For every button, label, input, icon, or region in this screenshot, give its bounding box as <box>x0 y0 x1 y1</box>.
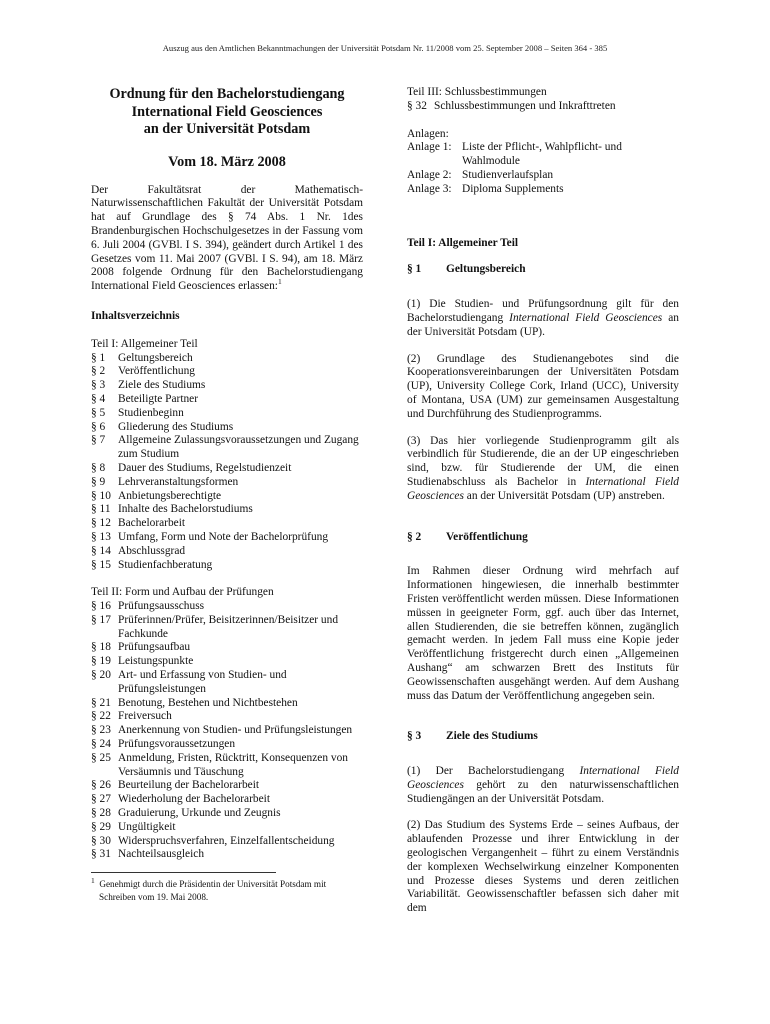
toc-entry-number: § 19 <box>91 655 111 668</box>
toc-entry-number: § 32 <box>407 99 427 112</box>
toc-entry-title: Prüferinnen/Prüfer, Beisitzerinnen/Beisitzer und Fachkunde <box>118 613 339 640</box>
toc-entry-number: § 1 <box>91 351 106 364</box>
toc-entry-number: § 23 <box>91 724 111 737</box>
section-1-paragraph-3 <box>407 435 679 504</box>
toc-entry-number: § 18 <box>91 641 111 654</box>
s3-p1-text-b: gehört zu den naturwissenschaftlichen Studiengängen an der Universität Potsdam. <box>407 778 679 805</box>
section-3-title: Ziele des Studiums <box>446 730 538 743</box>
toc-entry-number: § 31 <box>91 848 111 861</box>
left-column <box>91 86 363 903</box>
toc-entry <box>91 821 363 835</box>
toc-entry-number: § 30 <box>91 834 111 847</box>
toc-entry-title: Leistungspunkte <box>118 655 194 668</box>
toc-entry <box>91 476 363 490</box>
part1-heading: Teil I: Allgemeiner Teil <box>407 236 519 249</box>
toc-entry-number: § 4 <box>91 392 106 405</box>
annex-label: Anlage 2: <box>407 168 452 181</box>
s1-p1-text-b: an der Universität Potsdam (UP). <box>407 311 679 338</box>
s1-p1-text-a: (1) Die Studien- und Prüfungsordnung gilt für den Bachelorstudiengang <box>407 298 679 324</box>
annex-label: Anlage 3: <box>407 182 452 195</box>
toc-entry <box>91 641 363 655</box>
toc-entry <box>91 421 363 435</box>
toc-entry-number: § 26 <box>91 779 111 792</box>
toc-entry-title: Freiversuch <box>118 710 172 723</box>
annex-entry <box>407 169 679 183</box>
toc-entry-title: Lehrveranstaltungsformen <box>118 475 239 488</box>
s1-p1-program-name: International Field Geosciences <box>509 311 663 324</box>
toc-entry-number: § 25 <box>91 751 111 764</box>
section-3-heading <box>407 730 679 744</box>
toc-entry-title: Prüfungsaufbau <box>118 641 191 654</box>
toc-entry-number: § 16 <box>91 600 111 613</box>
toc-entry-title: Anerkennung von Studien- und Prüfungsleistungen <box>118 724 353 737</box>
s1-p3-text-a: (3) Das hier vorliegende Studienprogramm gilt als verbindlich für Studierende, die an der UP eingeschrieben sind, bzw. für Studierende der UM, die einen Studienabschluss als Bachelor in <box>407 434 679 488</box>
toc-entry <box>91 531 363 545</box>
toc-entry-number: § 10 <box>91 489 111 502</box>
toc-entry-number: § 9 <box>91 475 106 488</box>
s1-p3-text-b: an der Universität Potsdam (UP) anstreben. <box>463 489 665 502</box>
toc-entry <box>91 600 363 614</box>
toc-entry-number: § 5 <box>91 406 106 419</box>
toc-entry-title: Studienbeginn <box>118 406 184 419</box>
toc-entry-title: Benotung, Bestehen und Nichtbestehen <box>118 696 298 709</box>
toc-entry-title: Inhalte des Bachelorstudiums <box>118 503 253 516</box>
annex-entry <box>407 183 679 197</box>
footnote <box>91 878 363 903</box>
section-1-title: Geltungsbereich <box>446 263 526 276</box>
toc-entry-title: Prüfungsausschuss <box>118 600 205 613</box>
toc-entry-number: § 3 <box>91 379 106 392</box>
right-column <box>407 86 679 916</box>
toc-entry <box>91 655 363 669</box>
section-2-heading <box>407 531 679 545</box>
toc-entry <box>407 100 679 114</box>
section-1-paragraph-1 <box>407 298 679 339</box>
toc-entry-number: § 6 <box>91 420 106 433</box>
toc-entry-number: § 15 <box>91 558 111 571</box>
toc-entry-title: Anbietungsberechtigte <box>118 489 222 502</box>
toc-part1-list <box>91 352 363 573</box>
s3-p1-text-a: (1) Der Bachelorstudiengang <box>407 765 580 778</box>
toc-part2-list <box>91 600 363 862</box>
section-1-number: § 1 <box>407 263 422 276</box>
toc-entry-title: Beurteilung der Bachelorarbeit <box>118 779 260 792</box>
toc-entry <box>91 669 363 697</box>
document-date: Vom 18. März 2008 <box>168 153 286 170</box>
toc-entry-title: Nachteilsausgleich <box>118 848 205 861</box>
toc-entry <box>91 462 363 476</box>
toc-entry-number: § 17 <box>91 613 111 626</box>
section-3-paragraph-2: (2) Das Studium des Systems Erde – seines Aufbaus, der ablaufenden Prozesse und ihrer Entwicklung in der geologischen Vergangenheit – führt zu einem Verständnis der komplexen Wechselwirkung einzelner Komponenten und Prozesse dieses Systems und deren zeitlichen Variabilität. Geowissenschaftler befassen sich daher mit dem <box>407 819 679 915</box>
running-header: Auszug aus den Amtlichen Bekanntmachungen der Universität Potsdam Nr. 11/2008 vom 25. September 2008 – Seiten 364 - 385 <box>162 43 608 53</box>
toc-entry <box>91 545 363 559</box>
toc-entry <box>91 517 363 531</box>
toc-entry <box>91 697 363 711</box>
toc-entry-title: Veröffentlichung <box>118 365 195 378</box>
toc-entry-number: § 2 <box>91 365 106 378</box>
toc-entry <box>91 779 363 793</box>
toc-entry <box>91 807 363 821</box>
toc-entry <box>91 434 363 462</box>
toc-entry <box>91 614 363 642</box>
section-3-number: § 3 <box>407 730 422 743</box>
toc-entry-number: § 29 <box>91 820 111 833</box>
title-line-2: International Field Geosciences <box>131 103 323 120</box>
toc-entry-number: § 8 <box>91 461 106 474</box>
section-1-paragraph-2: (2) Grundlage des Studienangebotes sind die Kooperationsvereinbarungen der Universitäten Potsdam (UP), University College Cork, Irland (UCC), University of Montana, USA (UM) zur gemeinsamen Ausgestaltung und Durchführung des Studienprogramms. <box>407 352 679 420</box>
toc-entry-number: § 13 <box>91 530 111 543</box>
toc-entry <box>91 379 363 393</box>
toc-entry <box>91 559 363 573</box>
section-2-number: § 2 <box>407 530 422 543</box>
toc-entry-title: Anmeldung, Fristen, Rücktritt, Konsequenzen von Versäumnis und Täuschung <box>118 751 348 778</box>
annex-title: Liste der Pflicht-, Wahlpflicht- und Wahlmodule <box>462 141 622 168</box>
toc-entry-number: § 12 <box>91 517 111 530</box>
toc-part3-list <box>407 100 679 114</box>
toc-entry <box>91 365 363 379</box>
toc-entry-number: § 24 <box>91 738 111 751</box>
toc-part1-title: Teil I: Allgemeiner Teil <box>91 337 198 350</box>
annex-heading: Anlagen: <box>407 127 449 140</box>
toc-entry-title: Gliederung des Studiums <box>118 420 234 433</box>
section-1-heading <box>407 263 679 277</box>
toc-entry <box>91 352 363 366</box>
toc-entry-title: Ungültigkeit <box>118 820 176 833</box>
title-line-3: an der Universität Potsdam <box>143 121 311 138</box>
toc-entry <box>91 393 363 407</box>
toc-entry-number: § 27 <box>91 793 111 806</box>
annex-entry <box>407 141 679 169</box>
s3-p1-program-name: International Field Geosciences <box>407 765 679 791</box>
toc-entry-title: Graduierung, Urkunde und Zeugnis <box>118 807 281 820</box>
preamble <box>91 184 363 294</box>
annex-list <box>407 141 679 196</box>
toc-part2-title: Teil II: Form und Aufbau der Prüfungen <box>91 586 274 599</box>
toc-entry-title: Geltungsbereich <box>118 351 193 364</box>
toc-entry <box>91 848 363 862</box>
toc-entry-title: Art- und Erfassung von Studien- und Prüfungsleistungen <box>118 669 287 695</box>
toc-entry <box>91 724 363 738</box>
toc-entry <box>91 503 363 517</box>
toc-entry-title: Dauer des Studiums, Regelstudienzeit <box>118 461 292 474</box>
toc-entry <box>91 738 363 752</box>
footnote-reference: 1 <box>277 277 282 287</box>
annex-label: Anlage 1: <box>407 141 452 154</box>
toc-entry <box>91 407 363 421</box>
document-title <box>91 86 363 139</box>
toc-entry-number: § 11 <box>91 503 111 516</box>
toc-entry-title: Ziele des Studiums <box>118 379 206 392</box>
toc-entry-title: Abschlussgrad <box>118 544 186 557</box>
toc-entry-title: Bachelorarbeit <box>118 517 186 530</box>
footnote-mark: 1 <box>91 876 95 886</box>
toc-entry-title: Widerspruchsverfahren, Einzelfallentscheidung <box>118 834 335 847</box>
section-2-title: Veröffentlichung <box>446 530 528 543</box>
toc-entry <box>91 835 363 849</box>
toc-entry <box>91 752 363 780</box>
toc-entry <box>91 710 363 724</box>
preamble-text: Der Fakultätsrat der Mathematisch-Naturwissenschaftlichen Fakultät der Universität Potsdam hat auf Grundlage des § 74 Abs. 1 Nr. 1des Brandenburgischen Hochschulgesetzes in der Fassung vom 6. Juli 2004 (GVBl. I S. 394), geändert durch Artikel 1 des Gesetzes vom 11. Mai 2007 (GVBl. I S. 94), am 18. März 2008 folgende Ordnung für den Bachelorstudiengang International Field Geosciences erlassen: <box>91 183 363 293</box>
toc-entry-number: § 22 <box>91 710 111 723</box>
toc-heading: Inhaltsverzeichnis <box>91 309 180 322</box>
footnote-text: Genehmigt durch die Präsidentin der Universität Potsdam mit Schreiben vom 19. Mai 2008. <box>99 879 327 902</box>
toc-entry-title: Studienfachberatung <box>118 558 213 571</box>
section-2-paragraph-1: Im Rahmen dieser Ordnung wird mehrfach auf Informationen hingewiesen, die innerhalb bestimmter Fristen veröffentlicht werden müssen. Diese Informationen müssen in geeigneter Form, ggf. auch über das Internet, allen Studierenden, die sie betreffen können, zugänglich gemacht werden. In jedem Fall muss eine Kopie jeder Veröffentlichung fristgerecht durch einen „Allgemeinen Aushang“ am schwarzen Brett des Instituts für Geowissenschaften ausgehängt werden. Auf dem Aushang muss das Datum der Veröffentlichung angegeben sein. <box>407 565 679 702</box>
toc-entry-number: § 20 <box>91 669 111 682</box>
toc-entry-number: § 7 <box>91 434 106 447</box>
toc-entry-number: § 21 <box>91 696 111 709</box>
toc-entry-title: Umfang, Form und Note der Bachelorprüfung <box>118 530 329 543</box>
toc-entry-number: § 14 <box>91 544 111 557</box>
toc-entry-number: § 28 <box>91 807 111 820</box>
annex-title: Studienverlaufsplan <box>462 168 554 181</box>
toc-entry <box>91 793 363 807</box>
toc-entry-title: Schlussbestimmungen und Inkrafttreten <box>434 99 616 112</box>
title-line-1: Ordnung für den Bachelorstudiengang <box>109 86 345 102</box>
footnote-divider <box>91 872 276 873</box>
section-3-paragraph-1 <box>407 765 679 806</box>
toc-entry-title: Allgemeine Zulassungsvoraussetzungen und Zugang zum Studium <box>118 434 359 461</box>
annex-title: Diploma Supplements <box>462 182 564 195</box>
toc-entry-title: Beteiligte Partner <box>118 392 199 405</box>
s1-p3-program-name: International Field Geosciences <box>407 475 680 502</box>
toc-entry <box>91 490 363 504</box>
toc-entry-title: Wiederholung der Bachelorarbeit <box>118 793 270 806</box>
toc-entry-title: Prüfungsvoraussetzungen <box>118 738 236 751</box>
toc-part3-title: Teil III: Schlussbestimmungen <box>407 86 547 98</box>
